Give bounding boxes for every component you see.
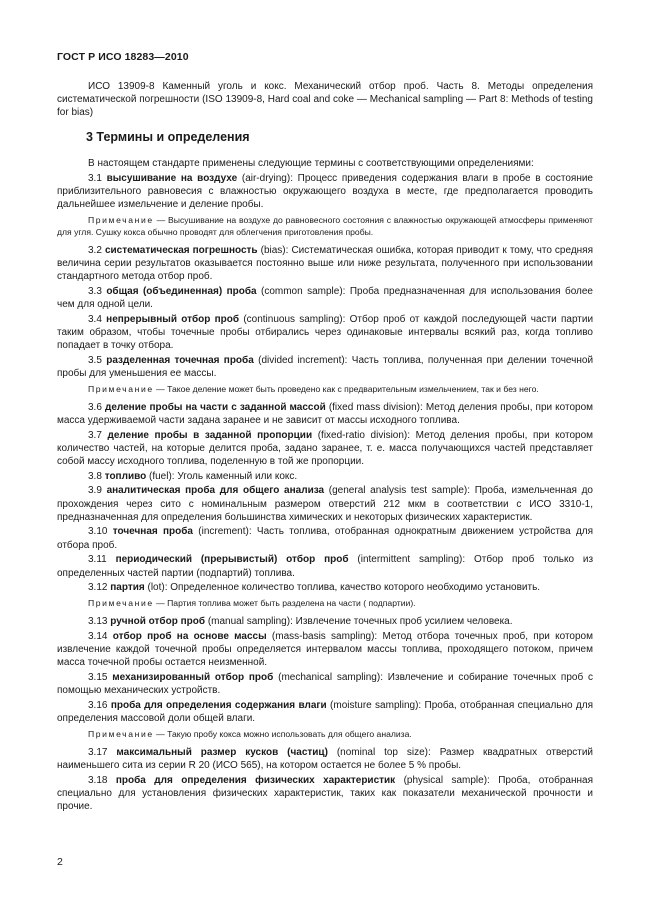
- term-name: периодический (прерывистый) отбор проб: [115, 554, 349, 566]
- term-text: Размер квадратных отверстий наименьшего сита из серии R 20 (ИСО 565), на котором остается не более 5 % пробы.: [57, 746, 594, 771]
- term-english: (lot):: [147, 582, 168, 594]
- normative-reference: [57, 80, 593, 120]
- term-english: (divided increment):: [258, 354, 348, 366]
- term-english: (fixed mass division):: [328, 401, 423, 413]
- term-text: Определенное количество топлива, качество которого необходимо установить.: [170, 582, 541, 594]
- term-number: 3.11: [88, 554, 107, 566]
- term-english: (intermittent sampling):: [357, 554, 466, 566]
- intro-paragraph: В настоящем стандарте применены следующие термины с соответствующими определениями:: [88, 158, 534, 169]
- term-text: Метод деления пробы, при котором масса удерживаемой части задана заранее и не зависит от массы исходного топлива.: [57, 401, 594, 426]
- term-note: [57, 384, 593, 396]
- term-definition: [57, 746, 593, 772]
- term-english: (moisture sampling):: [330, 699, 422, 711]
- term-number: 3.3: [88, 285, 102, 297]
- term-name: топливо: [104, 470, 147, 482]
- standard-header: ГОСТ Р ИСО 18283—2010: [57, 51, 189, 63]
- term-text: Систематическая ошибка, которая приводит к тому, что средняя величина серии результатов оказывается постоянно выше или ниже результата, полученного при использовании стандартного метода отбор проб.: [57, 244, 594, 282]
- term-definition: [57, 470, 593, 483]
- term-number: 3.8: [88, 470, 102, 482]
- term-number: 3.2: [88, 244, 102, 256]
- note-label: Примечание: [88, 598, 154, 609]
- reference-text: ИСО 13909-8 Каменный уголь и кокс. Механический отбор проб. Часть 8. Методы определения систематической погрешности (ISO 13909-8, Hard coal and coke — Mechanical sampling — Part 8: Methods of testing for bias): [57, 81, 593, 119]
- term-number: 3.18: [88, 774, 108, 786]
- term-definition: [57, 615, 593, 628]
- term-text: Извлечение и собирание точечных проб с помощью механических устройств.: [57, 671, 593, 697]
- term-name: проба для определения содержания влаги: [110, 699, 327, 711]
- term-number: 3.1: [88, 172, 102, 184]
- term-english: (continuous sampling):: [243, 313, 346, 325]
- term-english: (manual sampling):: [207, 616, 293, 628]
- term-name: ручной отбор проб: [110, 616, 206, 628]
- term-number: 3.7: [88, 429, 102, 441]
- term-number: 3.6: [88, 401, 102, 413]
- term-name: деление пробы в заданной пропорции: [107, 429, 313, 441]
- term-name: деление пробы на части с заданной массой: [104, 401, 326, 413]
- term-text: Метод отбора точечных проб, при котором извлечение каждой точечной пробы определяется интервалом массы топлива, проходящего потоком, причем масса точечной пробы остается неизменной.: [57, 630, 593, 669]
- term-english: (nominal top size):: [336, 746, 431, 758]
- term-english: (mass-basis sampling):: [271, 630, 378, 642]
- term-name: партия: [110, 582, 145, 594]
- term-definition: [57, 484, 593, 524]
- term-definition: [57, 354, 593, 380]
- term-name: отбор проб на основе массы: [112, 630, 267, 642]
- term-number: 3.10: [88, 526, 108, 538]
- term-text: Часть топлива, полученная при делении точечной пробы для уменьшения ее массы.: [57, 354, 594, 379]
- term-english: (bias):: [260, 244, 289, 256]
- term-note: [57, 598, 593, 610]
- term-definition: [57, 244, 593, 284]
- term-name: максимальный размер кусков (частиц): [116, 746, 328, 758]
- term-definition: [57, 630, 593, 670]
- note-label: Примечание: [88, 384, 154, 395]
- term-number: 3.15: [88, 671, 108, 683]
- term-text: Отбор проб от каждой последующей части партии таким образом, чтобы точечные пробы отбирались через одинаковые интервалы всякий раз, когда топливо попадает в точку отбора.: [57, 313, 594, 351]
- term-text: Метод деления пробы, при котором количество частей, на которые делится проба, задано заранее, т. е. масса получающихся частей представляет собой массу исходного топлива, поделенную в той же пропорции.: [57, 429, 594, 467]
- term-text: Проба предназначенная для использования более чем для одной цели.: [57, 285, 593, 310]
- note-dash: —: [153, 729, 168, 740]
- term-name: проба для определения физических характеристик: [115, 774, 396, 786]
- term-english: (mechanical sampling):: [278, 671, 383, 683]
- term-definition: [57, 313, 593, 353]
- term-name: аналитическая проба для общего анализа: [106, 485, 325, 497]
- term-text: Отбор проб только из определенных частей партии (подпартий) топлива.: [57, 554, 594, 579]
- term-definition: [57, 671, 593, 697]
- term-text: Часть топлива, отобранная однократным движением устройства для отбора проб.: [57, 526, 594, 551]
- section-title: 3 Термины и определения: [86, 130, 250, 144]
- term-english: (fuel):: [149, 470, 175, 482]
- term-name: общая (объединенная) проба: [106, 285, 257, 297]
- term-definition: [57, 172, 593, 212]
- term-english: (common sample):: [261, 285, 346, 297]
- term-text: Извлечение точечных проб усилием человека.: [295, 616, 513, 628]
- note-text: Такое деление может быть проведено как с предварительным измельчением, так и без него.: [167, 384, 539, 395]
- term-definition: [57, 699, 593, 725]
- term-text: Уголь каменный или кокс.: [177, 470, 298, 482]
- term-text: Проба, отобранная специально для установления физических характеристик, таких как показатели механической прочности и прочие.: [57, 774, 593, 813]
- term-definition: [57, 401, 593, 427]
- term-english: (fixed-ratio division):: [317, 429, 411, 441]
- note-text: Партия топлива может быть разделена на части ( подпартии).: [167, 598, 416, 609]
- term-name: высушивание на воздухе: [106, 172, 238, 184]
- term-number: 3.16: [88, 699, 108, 711]
- term-definition: [57, 429, 593, 469]
- term-number: 3.9: [88, 485, 102, 497]
- note-label: Примечание: [88, 729, 154, 740]
- term-name: разделенная точечная проба: [106, 354, 254, 366]
- term-number: 3.13: [88, 616, 108, 628]
- term-definition: [57, 581, 593, 594]
- term-definition: [57, 285, 593, 311]
- note-label: Примечание: [88, 215, 154, 226]
- term-english: (physical sample):: [403, 774, 490, 786]
- note-text: Высушивание на воздухе до равновесного состояния с влажностью окружающей атмосферы применяют для угля. Сушку кокса обычно проводят для облегчения приготовления пробы.: [57, 215, 593, 237]
- note-dash: —: [153, 215, 169, 226]
- note-dash: —: [153, 598, 168, 609]
- term-english: (general analysis test sample):: [328, 485, 471, 497]
- term-note: [57, 215, 593, 238]
- page-number: 2: [57, 856, 63, 868]
- note-dash: —: [153, 384, 168, 395]
- term-definition: [57, 525, 593, 551]
- term-name: точечная проба: [112, 526, 193, 538]
- term-note: [57, 729, 593, 741]
- term-name: механизированный отбор проб: [112, 671, 274, 683]
- terms-list: [57, 157, 593, 815]
- note-text: Такую пробу кокса можно использовать для общего анализа.: [167, 729, 412, 740]
- term-name: систематическая погрешность: [104, 244, 258, 256]
- term-number: 3.5: [88, 354, 102, 366]
- term-number: 3.17: [88, 746, 108, 758]
- term-english: (air-drying):: [241, 172, 293, 184]
- term-number: 3.12: [88, 582, 108, 594]
- term-number: 3.4: [88, 313, 102, 325]
- term-english: (increment):: [198, 526, 252, 538]
- term-text: Проба, отобранная специально для определения массовой доли общей влаги.: [57, 699, 594, 724]
- term-text: Проба, измельченная до прохождения через сито с номинальным размером отверстий 212 мкм в соответствии с ИСО 3310-1, предназначенная для определения большинства химических и некоторых физических характеристик.: [57, 485, 593, 523]
- term-text: Процесс приведения содержания влаги в пробе в состояние приблизительного равновесия с влажностью окружающего воздуха в месте, где предполагается проводить дальнейшее измельчение и деление пробы.: [57, 172, 593, 211]
- term-definition: [57, 553, 593, 579]
- term-definition: [57, 774, 593, 814]
- term-number: 3.14: [88, 630, 108, 642]
- term-name: непрерывный отбор проб: [106, 313, 240, 325]
